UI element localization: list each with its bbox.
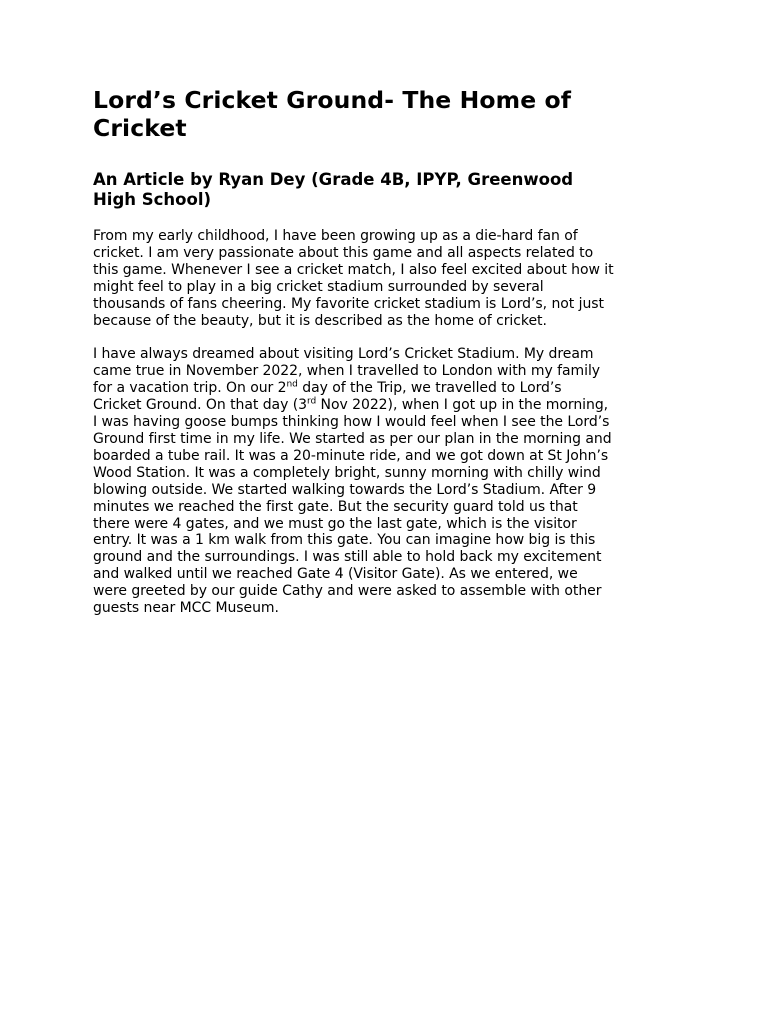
document-page <box>93 86 683 617</box>
text-line: this game. Whenever I see a cricket match, I also feel excited about how it <box>93 261 614 278</box>
text-line: blowing outside. We started walking towards the Lord’s Stadium. After 9 <box>93 481 597 498</box>
text-line <box>93 380 683 397</box>
paragraph-2 <box>93 346 683 617</box>
text-line: and walked until we reached Gate 4 (Visitor Gate). As we entered, we <box>93 566 578 583</box>
text-line: were greeted by our guide Cathy and were asked to assemble with other <box>93 583 602 600</box>
article-byline <box>93 170 683 210</box>
text-line: entry. It was a 1 km walk from this gate. You can imagine how big is this <box>93 532 596 549</box>
text-segment: Nov 2022), when I got up in the morning, <box>316 397 609 414</box>
text-line: there were 4 gates, and we must go the last gate, which is the visitor <box>93 515 577 532</box>
text-line: because of the beauty, but it is described as the home of cricket. <box>93 312 547 329</box>
text-line: ground and the surroundings. I was still able to hold back my excitement <box>93 549 602 566</box>
text-line: minutes we reached the first gate. But the security guard told us that <box>93 498 578 515</box>
text-line: cricket. I am very passionate about this game and all aspects related to <box>93 244 594 261</box>
text-line: Wood Station. It was a completely bright, sunny morning with chilly wind <box>93 464 601 481</box>
title-line: Lord’s Cricket Ground- The Home of <box>93 86 572 114</box>
byline-line: An Article by Ryan Dey (Grade 4B, IPYP, Greenwood <box>93 170 574 189</box>
text-line: thousands of fans cheering. My favorite cricket stadium is Lord’s, not just <box>93 295 604 312</box>
ordinal-suffix: nd <box>286 379 298 390</box>
text-line: came true in November 2022, when I travelled to London with my family <box>93 363 601 380</box>
text-segment: Cricket Ground. On that day (3 <box>93 397 307 414</box>
text-line: From my early childhood, I have been growing up as a die-hard fan of <box>93 228 578 244</box>
text-line: I have always dreamed about visiting Lord’s Cricket Stadium. My dream <box>93 346 594 363</box>
text-line: guests near MCC Museum. <box>93 600 279 617</box>
title-line: Cricket <box>93 114 187 142</box>
text-line <box>93 397 683 414</box>
text-line: Ground first time in my life. We started as per our plan in the morning and <box>93 430 612 447</box>
text-line: might feel to play in a big cricket stadium surrounded by several <box>93 278 544 295</box>
text-segment: for a vacation trip. On our 2 <box>93 380 287 397</box>
text-line: boarded a tube rail. It was a 20-minute ride, and we got down at St John’s <box>93 447 609 464</box>
paragraph-1 <box>93 228 683 329</box>
article-title <box>93 86 683 142</box>
text-segment: day of the Trip, we travelled to Lord’s <box>297 380 562 397</box>
ordinal-suffix: rd <box>306 396 317 407</box>
byline-line: High School) <box>93 190 212 209</box>
text-line: I was having goose bumps thinking how I would feel when I see the Lord’s <box>93 414 610 431</box>
